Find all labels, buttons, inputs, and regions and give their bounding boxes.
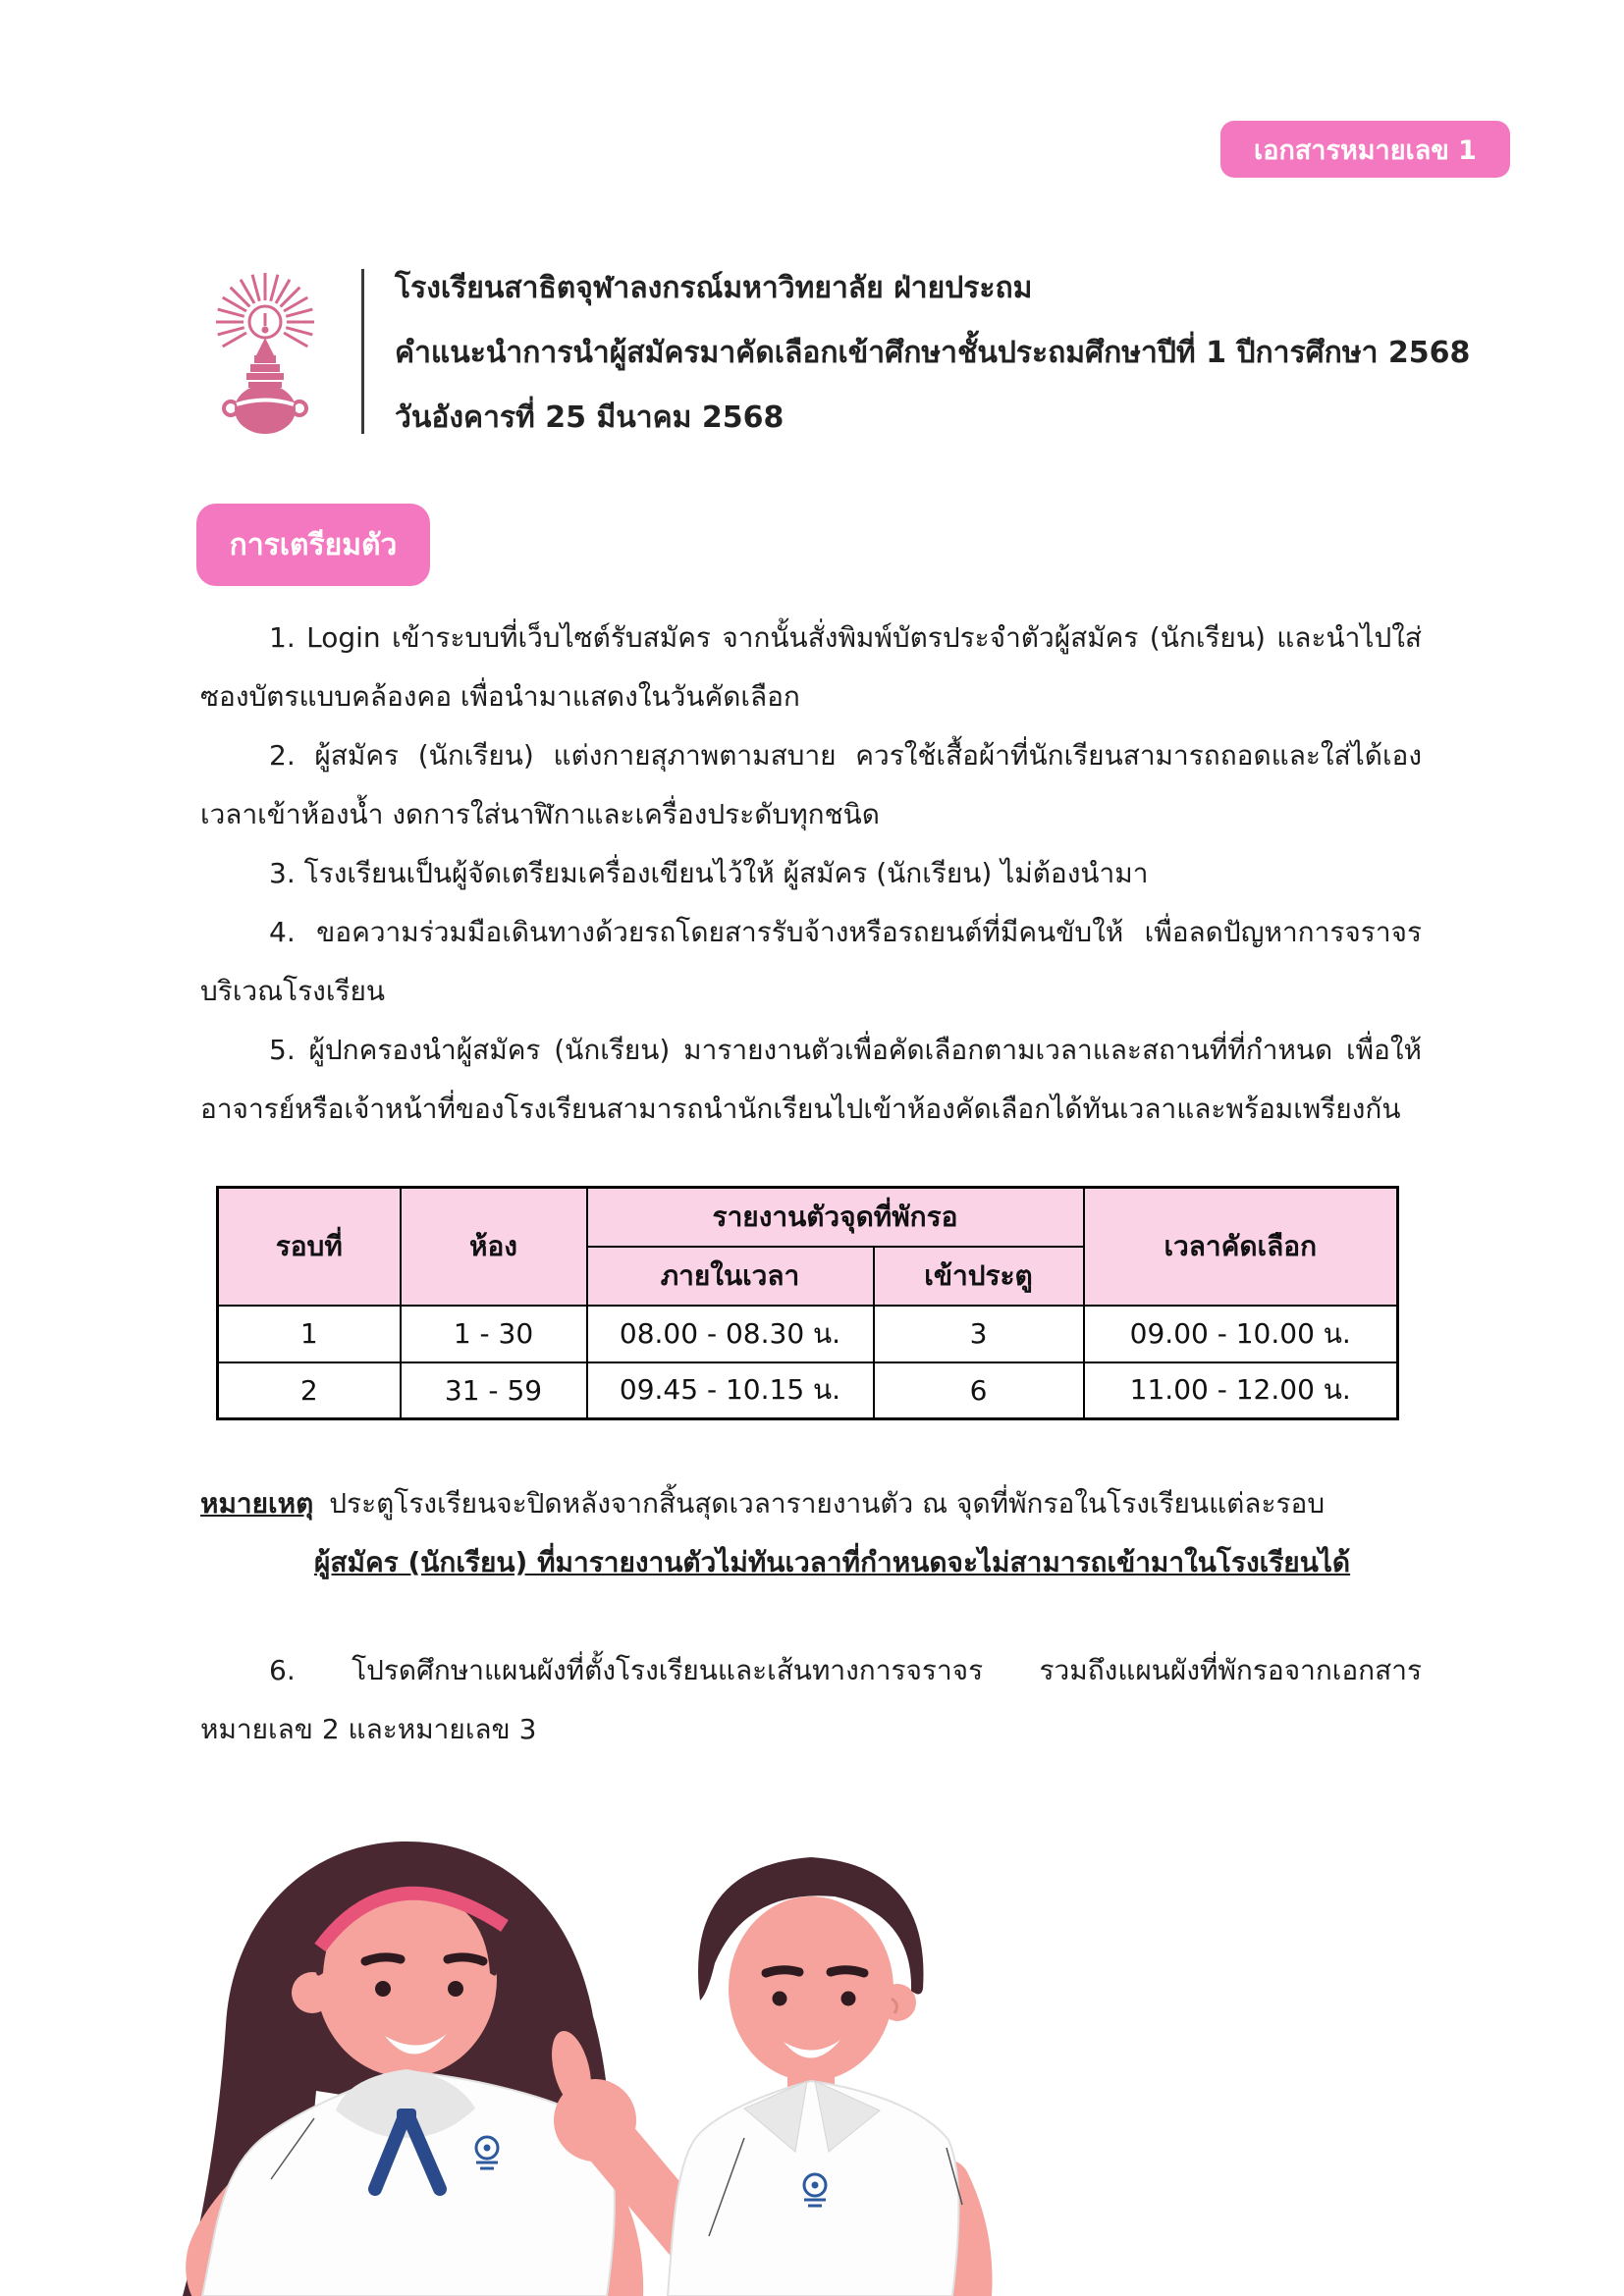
- instruction-item-4: 4. ขอความร่วมมือเดินทางด้วยรถโดยสารรับจ้างหรือรถยนต์ที่มีคนขับให้ เพื่อลดปัญหาการจราจรบริเวณโรงเรียน: [200, 916, 1422, 1007]
- cell-room: 31 - 59: [401, 1362, 587, 1419]
- table-header-row-1: [218, 1188, 1398, 1247]
- instruction-item-2: 2. ผู้สมัคร (นักเรียน) แต่งกายสุภาพตามสบาย ควรใช้เสื้อผ้าที่นักเรียนสามารถถอดและใส่ได้เอง เวลาเข้าห้องน้ำ งดการใส่นาฬิกาและเครื่องประดับทุกชนิด: [200, 739, 1422, 830]
- closing-instruction: [200, 1641, 1422, 1759]
- section-chip-preparation: [196, 504, 430, 586]
- cell-report-time: 08.00 - 08.30 น.: [587, 1306, 874, 1362]
- school-name: โรงเรียนสาธิตจุฬาลงกรณ์มหาวิทยาลัย ฝ่ายประถม: [395, 271, 1033, 305]
- note-warning: ผู้สมัคร (นักเรียน) ที่มารายงานตัวไม่ทันเวลาที่กำหนดจะไม่สามารถเข้ามาในโรงเรียนได้: [314, 1546, 1351, 1578]
- table-row: [218, 1362, 1398, 1419]
- cell-report-time: 09.45 - 10.15 น.: [587, 1362, 874, 1419]
- section-chip-label: การเตรียมตัว: [229, 527, 398, 562]
- note-label: หมายเหตุ: [200, 1487, 314, 1520]
- instruction-item-3: 3. โรงเรียนเป็นผู้จัดเตรียมเครื่องเขียนไว้ให้ ผู้สมัคร (นักเรียน) ไม่ต้องนำมา: [269, 857, 1149, 889]
- schedule-table: [216, 1186, 1399, 1420]
- col-header-selection-time: เวลาคัดเลือก: [1084, 1188, 1398, 1306]
- instruction-item-1: 1. Login เข้าระบบที่เว็บไซต์รับสมัคร จากนั้นสั่งพิมพ์บัตรประจำตัวผู้สมัคร (นักเรียน) และนำไปใส่ซองบัตรแบบคล้องคอ เพื่อนำมาแสดงในวันคัดเลือก: [200, 621, 1422, 713]
- instruction-item-5: 5. ผู้ปกครองนำผู้สมัคร (นักเรียน) มารายงานตัวเพื่อคัดเลือกตามเวลาและสถานที่ที่กำหนด เพื่อให้อาจารย์หรือเจ้าหน้าที่ของโรงเรียนสามารถนำนักเรียนไปเข้าห้องคัดเลือกได้ทันเวลาและพร้อมเพรียงกัน: [200, 1034, 1422, 1125]
- cell-round: 1: [218, 1306, 401, 1362]
- cell-gate: 6: [874, 1362, 1084, 1419]
- students-illustration: [57, 1824, 1078, 2296]
- cell-gate: 3: [874, 1306, 1084, 1362]
- document-number-label: เอกสารหมายเลข 1: [1254, 134, 1477, 166]
- cell-round: 2: [218, 1362, 401, 1419]
- header-divider: [361, 269, 364, 434]
- instructions-list: [200, 609, 1422, 1139]
- cell-selection-time: 11.00 - 12.00 น.: [1084, 1362, 1398, 1419]
- document-number-badge: [1220, 121, 1510, 178]
- school-logo-icon: [209, 261, 322, 438]
- note-section: [200, 1474, 1422, 1592]
- document-date: วันอังคารที่ 25 มีนาคม 2568: [395, 400, 785, 435]
- table-row: [218, 1306, 1398, 1362]
- col-header-gate: เข้าประตู: [874, 1247, 1084, 1306]
- instruction-item-6: 6. โปรดศึกษาแผนผังที่ตั้งโรงเรียนและเส้นทางการจราจร รวมถึงแผนผังที่พักรอจากเอกสารหมายเลข 2 และหมายเลข 3: [200, 1654, 1422, 1745]
- col-header-room: ห้อง: [401, 1188, 587, 1306]
- document-title: คำแนะนำการนำผู้สมัครมาคัดเลือกเข้าศึกษาชั้นประถมศึกษาปีที่ 1 ปีการศึกษา 2568: [395, 336, 1471, 370]
- cell-room: 1 - 30: [401, 1306, 587, 1362]
- col-header-round: รอบที่: [218, 1188, 401, 1306]
- note-text: ประตูโรงเรียนจะปิดหลังจากสิ้นสุดเวลารายงานตัว ณ จุดที่พักรอในโรงเรียนแต่ละรอบ: [329, 1487, 1326, 1520]
- col-header-report-time: ภายในเวลา: [587, 1247, 874, 1306]
- col-header-report-group: รายงานตัวจุดที่พักรอ: [587, 1188, 1084, 1247]
- cell-selection-time: 09.00 - 10.00 น.: [1084, 1306, 1398, 1362]
